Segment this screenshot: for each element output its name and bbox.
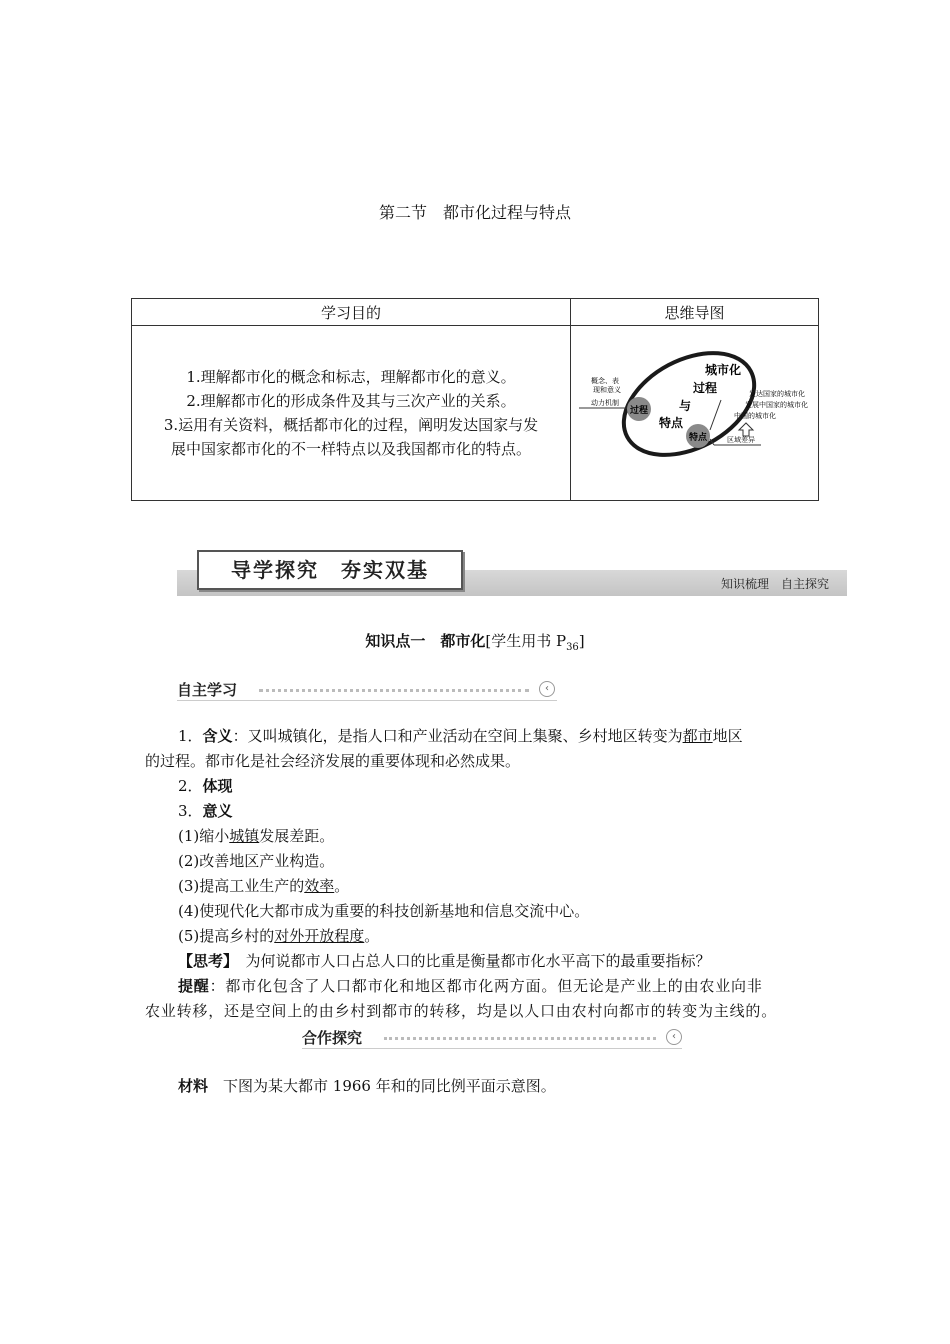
page-title: 第二节 都市化过程与特点 [378,203,571,222]
section-cooperative-study-label: 合作探究 [302,1029,363,1047]
self-study-content [145,724,810,1024]
left-item-1: 概念、表 [591,377,619,385]
goals-cell [132,326,571,501]
sub-item-1: (1)缩小城镇发展差距。 [178,827,335,845]
objectives-table [131,298,819,501]
left-item-2: 现和意义 [593,386,621,394]
left-item-3: 动力机制 [591,399,619,407]
center-line-1: 城市化 [704,363,742,377]
think-question: 【思考】 为何说都市人口占总人口的比重是衡量都市化水平高下的最重要指标？ [178,952,711,970]
header-learning-goals: 学习目的 [132,299,571,326]
sub-item-3: (3)提高工业生产的效率。 [178,877,350,895]
item-manifestation: 2．体现 [178,777,233,795]
goal-2: 2.理解都市化的形成条件及其与三次产业的关系。 [186,392,516,410]
knowledge-point-label: 知识点一 都市化 [365,632,486,650]
hint-line-2: 农业转移，还是空间上的由乡村到都市的转移，均是以人口由农村向都市的转变为主线的。 [145,1002,778,1020]
section-banner [177,548,847,596]
sub-item-4: (4)使现代化大都市成为重要的科技创新基地和信息交流中心。 [178,902,590,920]
header-mind-map: 思维导图 [571,299,819,326]
center-line-4: 特点 [658,416,684,430]
sub-item-5: (5)提高乡村的对外开放程度。 [178,927,380,945]
answer-blank: 城镇 [229,827,260,845]
sub-item-2: (2)改善地区产业构造。 [178,852,335,870]
answer-blank: 对外开放程度 [274,927,365,945]
bottom-item: 区域差异 [727,436,755,444]
material-label: 材料 [178,1077,209,1095]
left-branch-label: 过程 [629,406,649,416]
right-branch-label: 特点 [688,433,708,443]
goal-4: 展中国家都市化的不一样特点以及我国都市化的特点。 [170,440,531,458]
goal-1: 1.理解都市化的概念和标志，理解都市化的意义。 [186,368,516,386]
section-cooperative-study [302,1027,682,1049]
material-text: 下图为某大都市 1966 年和的同比例平面示意图。 [208,1077,556,1095]
up-arrow-icon [739,423,753,436]
section-self-study [177,679,557,701]
item-definition: 1．含义：又叫城镇化，是指人口和产业活动在空间上集聚、乡村地区转变为都市地区 [178,727,743,745]
center-line-3: 与 [678,399,692,413]
chevron-left-icon: ‹ [539,681,555,697]
right-item-2: 发展中国家的城市化 [745,401,808,409]
banner-title: 导学探究 夯实双基 [197,550,463,590]
mind-map-cell [571,326,819,501]
goal-3: 3.运用有关资料，概括都市化的过程，阐明发达国家与发 [163,416,539,434]
material-line [178,1074,843,1099]
item-significance: 3．意义 [178,802,233,820]
section-self-study-label: 自主学习 [177,681,238,699]
chevron-left-icon: ‹ [666,1029,682,1045]
center-line-2: 过程 [692,381,718,395]
answer-blank: 效率 [304,877,335,895]
right-item-1: 发达国家的城市化 [749,390,805,398]
item-definition-cont: 的过程。都市化是社会经济发展的重要体现和必然成果。 [145,752,521,770]
answer-blank: 都市 [682,727,713,745]
book-reference: [学生用书 $P_{36}$] [485,632,585,653]
banner-subtitle: 知识梳理 自主探究 [720,577,829,591]
knowledge-point-title [0,630,950,653]
hint-line-1: 提醒：都市化包含了人口都市化和地区都市化两方面。但无论是产业上的由农业向非 [178,977,763,995]
right-item-3: 中国的城市化 [734,412,776,420]
mind-map-diagram [571,326,819,501]
right-branch-line [710,400,721,430]
